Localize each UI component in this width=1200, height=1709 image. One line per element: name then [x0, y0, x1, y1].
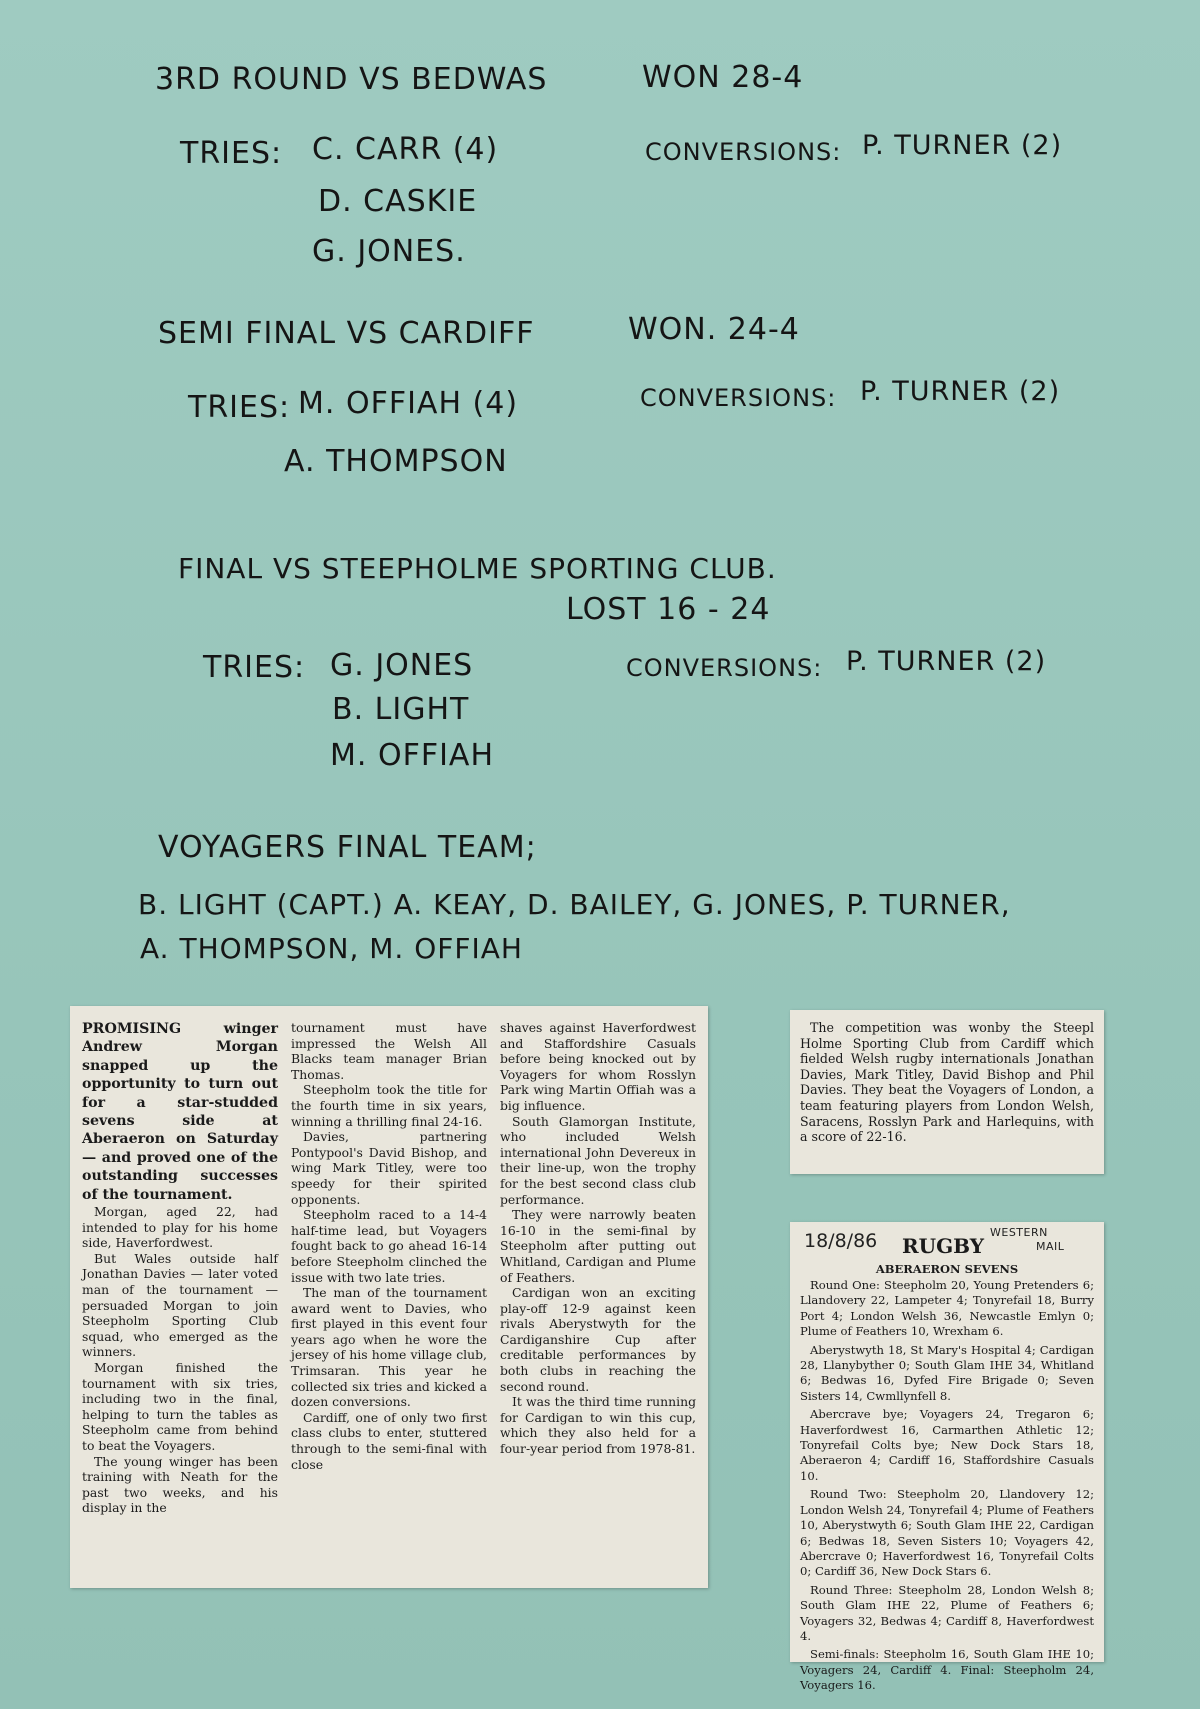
results-heading: RUGBY: [902, 1234, 984, 1258]
semifinal-tries-label: TRIES:: [188, 390, 291, 425]
semifinal-try-scorer: M. OFFIAH (4): [298, 386, 519, 421]
final-tries-label: TRIES:: [203, 650, 306, 685]
round3-try-scorer: D. CASKIE: [318, 184, 478, 219]
article-paragraph: But Wales outside half Jonathan Davies — later voted man of the tournament — persuaded Morgan to join Steepholm Sporting Club squad, who emerged as the winners.: [82, 1250, 278, 1360]
date-note: 18/8/86: [804, 1230, 878, 1252]
round3-title: 3RD ROUND VS BEDWAS: [155, 62, 548, 97]
results-paragraph: Aberystwyth 18, St Mary's Hospital 4; Cardigan 28, Llanybyther 0; South Glam IHE 34, Whitland 6; Bedwas 16, Dyfed Fire Brigade 0; Seven Sisters 14, Cwmllynfell 8.: [800, 1342, 1094, 1403]
final-title: FINAL VS STEEPHOLME SPORTING CLUB.: [178, 552, 777, 585]
article-paragraph: shaves against Haverfordwest and Staffordshire Casuals before being knocked out by Voyagers for whom Rosslyn Park wing Martin Offiah was a big influence.: [500, 1020, 696, 1113]
newspaper-clipping-results: [790, 1222, 1104, 1693]
results-paragraph: Round One: Steepholm 20, Young Pretenders 6; Llandovery 22, Lampeter 4; Tonyrefail 18, Burry Port 4; London Welsh 36, Newcastle Emlyn 0; Plume of Feathers 10, Wrexham 6.: [800, 1278, 1094, 1339]
final-try-scorer: G. JONES: [330, 648, 474, 683]
final-try-scorer: M. OFFIAH: [330, 738, 495, 773]
article-paragraph: Cardiff, one of only two first class clubs to enter, stuttered through to the semi-final with close: [291, 1409, 487, 1472]
article-paragraph: Davies, partnering Pontypool's David Bishop, and wing Mark Titley, were too speedy for their spirited opponents.: [291, 1129, 487, 1207]
article-paragraph: Morgan finished the tournament with six tries, including two in the final, helping to turn the tables as Steepholm came from behind to beat the Voyagers.: [82, 1360, 278, 1453]
article-column: [291, 1020, 487, 1472]
results-paragraph: Round Three: Steepholm 28, London Welsh 8; South Glam IHE 22, Plume of Feathers 6; Voyagers 32, Bedwas 4; Cardiff 8, Haverfordwest 4.: [800, 1582, 1094, 1643]
article-column: [82, 1020, 278, 1516]
results-paragraph: Abercrave bye; Voyagers 24, Tregaron 6; Haverfordwest 16, Carmarthen Athletic 12; Tonyrefail Colts bye; New Dock Stars 18, Aberaeron 4; Cardiff 16, Staffordshire Casuals 10.: [800, 1407, 1094, 1483]
newspaper-clipping-summary: [790, 1010, 1104, 1174]
article-paragraph: South Glamorgan Institute, who included Welsh international John Devereux in their line-up, won the trophy for the best second class club performance.: [500, 1113, 696, 1207]
article-paragraph: The young winger has been training with Neath for the past two weeks, and his display in the: [82, 1453, 278, 1516]
newspaper-clipping-article: [70, 1006, 708, 1588]
final-conversions: P. TURNER (2): [846, 646, 1047, 677]
semifinal-conversions: P. TURNER (2): [860, 376, 1061, 407]
final-try-scorer: B. LIGHT: [332, 692, 470, 727]
article-paragraph: It was the third time running for Cardigan to win this cup, which they also held for a four-year period from 1978-81.: [500, 1394, 696, 1457]
round3-result: WON 28-4: [642, 60, 804, 95]
round3-tries-label: TRIES:: [180, 136, 283, 171]
round3-conversions: P. TURNER (2): [862, 130, 1063, 161]
summary-paragraph: The competition was wonby the Steepl Holme Sporting Club from Cardiff which fielded Welsh rugby internationals Jonathan Davies, Mark Titley, David Bishop and Phil Davies. They beat the Voyagers of London, a team featuring players from London Welsh, Saracens, Rosslyn Park and Harlequins, with a score of 22-16.: [800, 1020, 1094, 1145]
article-paragraph: They were narrowly beaten 16-10 in the semi-final by Steepholm after putting out Whitland, Cardigan and Plume of Feathers.: [500, 1207, 696, 1285]
paper-note: MAIL: [1036, 1240, 1065, 1253]
results-paragraph: Semi-finals: Steepholm 16, South Glam IHE 10; Voyagers 24, Cardiff 4. Final: Steepholm 24, Voyagers 16.: [800, 1647, 1094, 1693]
team-line: B. LIGHT (CAPT.) A. KEAY, D. BAILEY, G. JONES, P. TURNER,: [138, 888, 1011, 921]
paper-note: WESTERN: [990, 1226, 1048, 1239]
semifinal-try-scorer: A. THOMPSON: [284, 444, 508, 479]
article-paragraph: tournament must have impressed the Welsh All Blacks team manager Brian Thomas.: [291, 1020, 487, 1082]
results-paragraph: Round Two: Steepholm 20, Llandovery 12; London Welsh 24, Tonyrefail 4; Plume of Feathers 10, Aberystwyth 6; South Glam IHE 22, Cardigan 6; Bedwas 18, Seven Sisters 10; Voyagers 42, Abercrave 0; Haverfordwest 16, Tonyrefail Colts 0; Cardiff 36, New Dock Stars 6.: [800, 1487, 1094, 1579]
results-subheading: ABERAERON SEVENS: [875, 1262, 1019, 1276]
article-paragraph: The man of the tournament award went to Davies, who first played in this event four years ago when he wore the jersey of his home village club, Trimsaran. This year he collected six tries and kicked a dozen conversions.: [291, 1285, 487, 1410]
article-paragraph: Morgan, aged 22, had intended to play for his home side, Haverfordwest.: [82, 1204, 278, 1251]
article-paragraph: Steepholm raced to a 14-4 half-time lead, but Voyagers fought back to go ahead 16-14 before Steepholm clinched the issue with two late tries.: [291, 1207, 487, 1285]
semifinal-title: SEMI FINAL VS CARDIFF: [158, 316, 535, 351]
round3-try-scorer: G. JONES.: [312, 234, 466, 269]
semifinal-result: WON. 24-4: [628, 312, 800, 347]
article-lead: PROMISING winger Andrew Morgan snapped up the opportunity to turn out for a star-studded sevens side at Aberaeron on Saturday — and proved one of the outstanding successes of the tournament.: [82, 1021, 278, 1203]
final-result: LOST 16 - 24: [566, 592, 771, 627]
round3-conversions-label: CONVERSIONS:: [645, 138, 842, 166]
team-line: A. THOMPSON, M. OFFIAH: [140, 932, 523, 965]
final-conversions-label: CONVERSIONS:: [626, 654, 823, 682]
semifinal-conversions-label: CONVERSIONS:: [640, 384, 837, 412]
article-paragraph: Steepholm took the title for the fourth time in six years, winning a thrilling final 24-16.: [291, 1082, 487, 1129]
round3-try-scorer: C. CARR (4): [312, 132, 499, 167]
article-paragraph: Cardigan won an exciting play-off 12-9 against keen rivals Aberystwyth for the Cardiganshire Cup after creditable performances by both clubs in reaching the second round.: [500, 1285, 696, 1394]
team-title: VOYAGERS FINAL TEAM;: [158, 830, 537, 865]
article-column: [500, 1020, 696, 1457]
